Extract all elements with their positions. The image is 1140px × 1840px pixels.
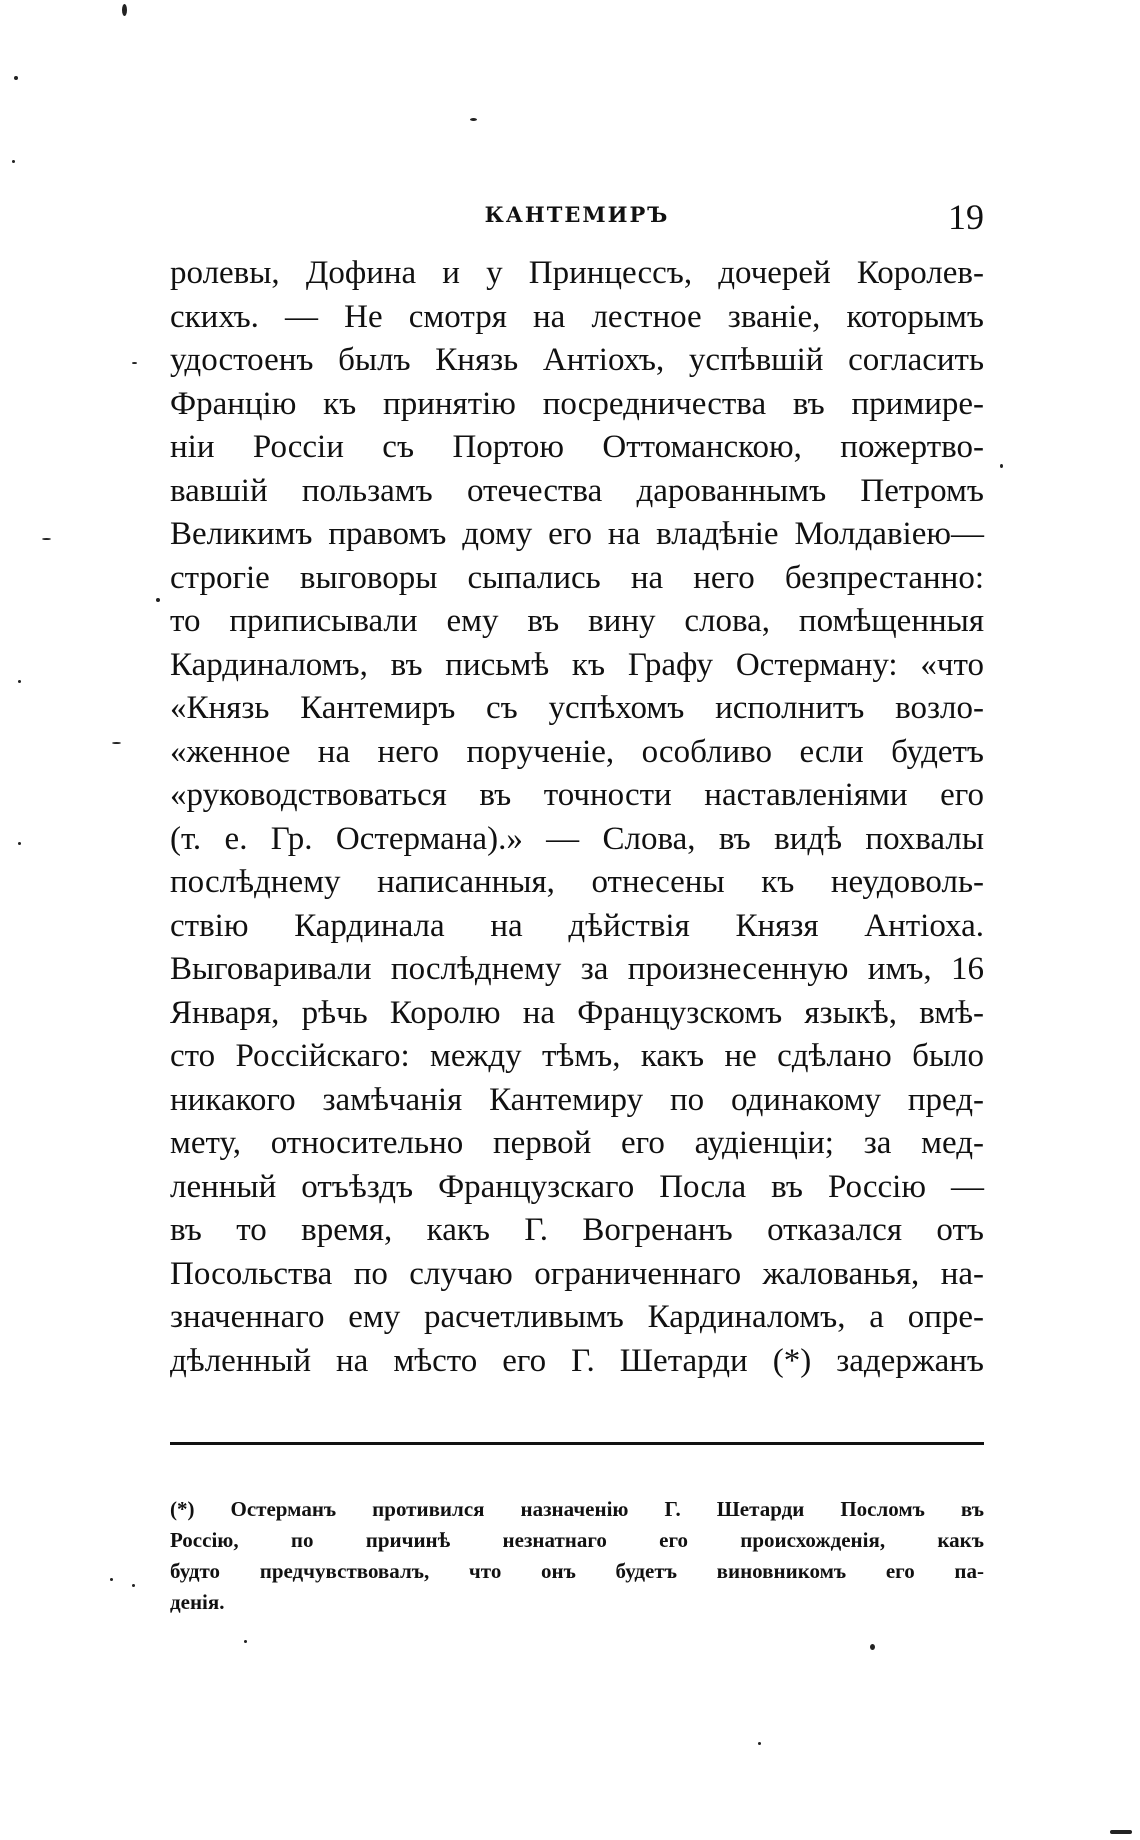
text-line: Великимъ правомъ дому его на владѣніе Молдавіею— bbox=[170, 516, 984, 552]
text-line: значеннаго ему расчетливымъ Кардиналомъ, а опре- bbox=[170, 1299, 984, 1335]
scan-speck bbox=[244, 1640, 247, 1643]
text-line: мету, относительно первой его аудіенціи; за мед- bbox=[170, 1125, 984, 1161]
text-line: ніи Россіи съ Портою Оттоманскою, пожертво- bbox=[170, 429, 984, 465]
text-line: Выговаривали послѣднему за произнесенную имъ, 16 bbox=[170, 951, 984, 987]
text-line: то приписывали ему въ вину слова, помѣщенныя bbox=[170, 603, 984, 639]
footnote-line: (*) Остерманъ противился назначенію Г. Шетарди Посломъ въ bbox=[170, 1497, 984, 1521]
scan-speck bbox=[132, 1584, 135, 1587]
footnote-line: будто предчувствовалъ, что онъ будетъ виновникомъ его па- bbox=[170, 1559, 984, 1583]
text-line: Францію къ принятію посредничества въ примире- bbox=[170, 385, 984, 422]
footnote-line: Россію, по причинѣ незнатнаго его происхожденія, какъ bbox=[170, 1528, 984, 1552]
scan-speck bbox=[18, 680, 21, 683]
text-line: «руководствоваться въ точности наставленіями его bbox=[170, 777, 984, 813]
scan-speck bbox=[470, 118, 477, 121]
text-line: скихъ. — Не смотря на лестное званіе, которымъ bbox=[170, 298, 984, 335]
text-line: дѣленный на мѣсто его Г. Шетарди (*) задержанъ bbox=[170, 1342, 984, 1379]
text-line: (т. е. Гр. Остермана).» — Слова, въ видѣ похвалы bbox=[170, 820, 984, 857]
text-line: никакого замѣчанія Кантемиру по одинакому пред- bbox=[170, 1081, 984, 1118]
text-line: Января, рѣчь Королю на Французскомъ языкѣ, вмѣ- bbox=[170, 994, 984, 1031]
text-line: ствію Кардинала на дѣйствія Князя Антіоха. bbox=[170, 907, 984, 944]
text-line: удостоенъ былъ Князь Антіохъ, успѣвшій согласить bbox=[170, 342, 984, 378]
scan-speck bbox=[112, 742, 121, 744]
footnote-divider bbox=[170, 1442, 984, 1445]
scan-speck bbox=[14, 76, 18, 80]
text-line: «Князь Кантемиръ съ успѣхомъ исполнитъ возло- bbox=[170, 690, 984, 726]
text-line: ленный отъѣздъ Французскаго Посла въ Россію — bbox=[170, 1168, 984, 1205]
scan-speck bbox=[758, 1742, 761, 1745]
text-line: послѣднему написанныя, отнесены къ неудоволь- bbox=[170, 864, 984, 900]
page-number: 19 bbox=[948, 197, 984, 237]
scan-speck bbox=[1110, 1830, 1132, 1834]
scan-speck bbox=[156, 598, 160, 602]
running-title: КАНТЕМИРЪ bbox=[484, 202, 670, 227]
main-text bbox=[170, 252, 984, 1383]
text-line: въ то время, какъ Г. Вогренанъ отказался отъ bbox=[170, 1212, 984, 1248]
scan-speck bbox=[870, 1644, 875, 1650]
scan-speck bbox=[42, 538, 51, 540]
scan-speck bbox=[1000, 464, 1003, 468]
running-head bbox=[170, 198, 984, 238]
text-line: сто Россійскаго: между тѣмъ, какъ не сдѣлано было bbox=[170, 1038, 984, 1074]
scan-speck bbox=[122, 4, 127, 16]
text-line: «женное на него порученіе, особливо если будетъ bbox=[170, 733, 984, 770]
text-line: Посольства по случаю ограниченнаго жалованья, на- bbox=[170, 1255, 984, 1292]
scan-speck bbox=[12, 160, 15, 163]
footnote bbox=[170, 1494, 984, 1618]
text-line: вавшій пользамъ отечества дарованнымъ Петромъ bbox=[170, 472, 984, 509]
scan-speck bbox=[110, 1578, 113, 1581]
text-line: Кардиналомъ, въ письмѣ къ Графу Остерману: «что bbox=[170, 646, 984, 683]
text-line: ролевы, Дофина и у Принцессъ, дочерей Королев- bbox=[170, 255, 984, 291]
footnote-line: денія. bbox=[170, 1590, 225, 1614]
scan-speck bbox=[18, 842, 21, 845]
scan-speck bbox=[132, 362, 137, 364]
text-line: строгіе выговоры сыпались на него безпрестанно: bbox=[170, 559, 984, 596]
